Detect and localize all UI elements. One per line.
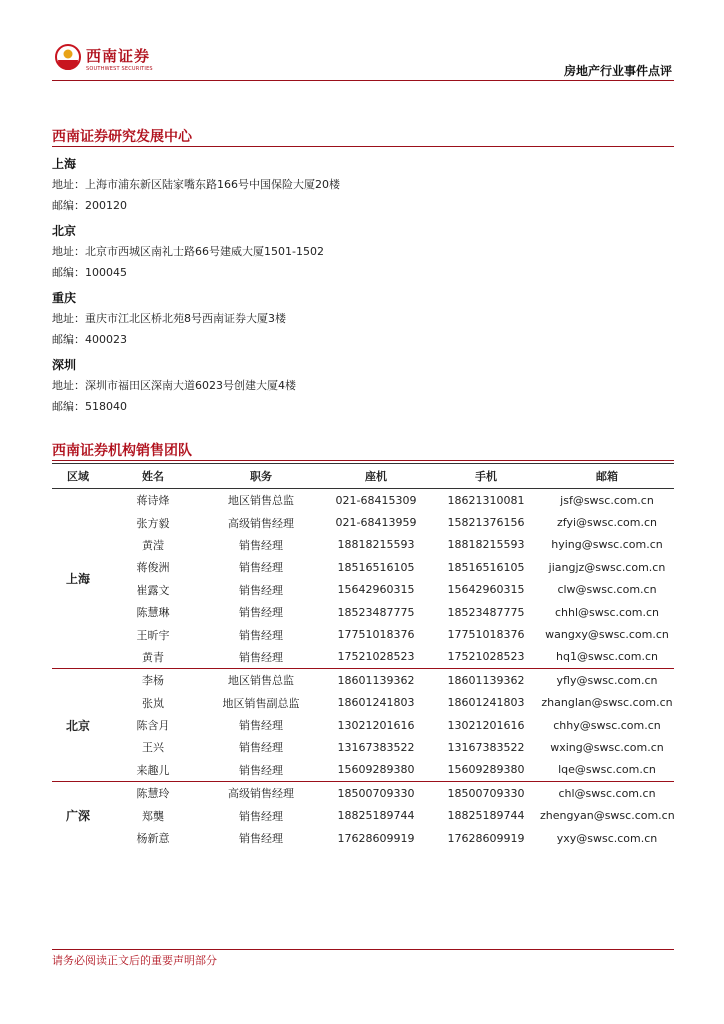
footer-disclaimer: 请务必阅读正文后的重要声明部分 (52, 954, 217, 967)
name-cell: 蒋诗烽 (136, 494, 170, 508)
email-cell[interactable]: clw@swsc.com.cn (557, 583, 657, 597)
research-center-title: 西南证券研究发展中心 (52, 129, 192, 145)
company-name-en: SOUTHWEST SECURITIES (86, 66, 153, 72)
column-header: 邮箱 (540, 464, 674, 489)
title-cell: 销售经理 (239, 650, 283, 664)
table-row (52, 601, 674, 623)
region-cell: 上海 (65, 572, 90, 587)
email-cell[interactable]: yxy@swsc.com.cn (556, 831, 658, 845)
mobile-cell: 17751018376 (447, 628, 525, 642)
name-cell: 崔露文 (136, 583, 170, 597)
email-cell[interactable]: chhy@swsc.com.cn (553, 718, 661, 732)
column-header: 姓名 (104, 464, 202, 489)
mobile-cell: 17628609919 (447, 831, 525, 845)
title-cell: 销售经理 (239, 809, 283, 823)
office-postcode: 邮编：518040 (52, 400, 127, 413)
sales-team-divider (52, 460, 674, 461)
column-header: 职务 (202, 464, 320, 489)
mobile-cell: 15642960315 (447, 583, 525, 597)
name-cell: 陈含月 (136, 719, 170, 733)
email-cell[interactable]: wangxy@swsc.com.cn (545, 628, 669, 642)
landline-cell: 18601139362 (320, 669, 432, 692)
sales-team-body (52, 489, 674, 850)
landline-cell: 021-68413959 (335, 516, 417, 530)
email-cell[interactable]: zhengyan@swsc.com.cn (540, 809, 675, 823)
table-row (52, 736, 674, 758)
title-cell: 销售经理 (239, 741, 283, 755)
name-cell: 陈慧玲 (104, 782, 202, 805)
table-row (52, 804, 674, 826)
column-header: 区域 (52, 464, 104, 489)
mobile-cell: 18601139362 (432, 669, 540, 692)
office-city: 北京 (52, 224, 77, 238)
landline-cell: 15609289380 (337, 763, 415, 777)
email-cell[interactable]: hq1@swsc.com.cn (556, 650, 658, 664)
table-row (52, 579, 674, 601)
mobile-cell: 18621310081 (447, 493, 525, 507)
landline-cell: 17628609919 (337, 831, 415, 845)
table-row (52, 782, 674, 805)
email-cell[interactable]: zhanglan@swsc.com.cn (541, 696, 673, 710)
landline-cell: 18818215593 (337, 538, 415, 552)
footer-divider (52, 949, 674, 950)
document-type: 房地产行业事件点评 (563, 64, 672, 78)
title-cell: 高级销售经理 (202, 782, 320, 805)
table-row (52, 534, 674, 556)
landline-cell: 15642960315 (337, 583, 415, 597)
table-row (52, 556, 674, 578)
sales-team-table (52, 463, 674, 849)
landline-cell: 021-68415309 (335, 493, 417, 507)
title-cell: 高级销售经理 (228, 516, 294, 530)
office-city: 重庆 (52, 291, 77, 305)
mobile-cell: 18601241803 (447, 696, 525, 710)
office-postcode: 邮编：200120 (52, 199, 127, 212)
mobile-cell: 13167383522 (447, 740, 525, 754)
office-address: 地址：重庆市江北区桥北苑8号西南证券大厦3楼 (52, 312, 286, 325)
name-cell: 王兴 (142, 741, 164, 755)
name-cell: 王昕宇 (136, 628, 170, 642)
title-cell: 地区销售总监 (202, 669, 320, 692)
column-header: 座机 (320, 464, 432, 489)
office-address: 地址：上海市浦东新区陆家嘴东路166号中国保险大厦20楼 (52, 178, 340, 191)
table-header-row (52, 464, 674, 489)
region-cell: 北京 (52, 669, 104, 782)
table-row (52, 511, 674, 533)
mobile-cell: 15609289380 (447, 763, 525, 777)
company-logo-icon (55, 44, 81, 70)
email-cell[interactable]: hying@swsc.com.cn (551, 538, 663, 552)
name-cell: 杨新意 (136, 832, 170, 846)
name-cell: 李杨 (104, 669, 202, 692)
header-divider (52, 80, 674, 81)
mobile-cell: 18516516105 (447, 560, 525, 574)
office-address: 地址：北京市西城区南礼士路66号建威大厦1501-1502 (52, 245, 324, 258)
title-cell: 销售经理 (239, 583, 283, 597)
name-cell: 黄滢 (142, 538, 164, 552)
office-postcode: 邮编：100045 (52, 266, 127, 279)
table-row (52, 669, 674, 692)
mobile-cell: 18825189744 (447, 809, 525, 823)
research-center-divider (52, 146, 674, 147)
mobile-cell: 18818215593 (447, 538, 525, 552)
landline-cell: 18601241803 (337, 696, 415, 710)
office-address: 地址：深圳市福田区深南大道6023号创建大厦4楼 (52, 379, 296, 392)
email-cell[interactable]: lqe@swsc.com.cn (558, 763, 656, 777)
title-cell: 销售经理 (239, 561, 283, 575)
office-city: 上海 (52, 157, 77, 171)
landline-cell: 17751018376 (337, 628, 415, 642)
landline-cell: 13021201616 (337, 718, 415, 732)
name-cell: 郑龑 (142, 809, 164, 823)
mobile-cell: 18523487775 (447, 605, 525, 619)
name-cell: 蒋俊洲 (136, 561, 170, 575)
title-cell: 销售经理 (239, 606, 283, 620)
table-row (52, 714, 674, 736)
table-row (52, 759, 674, 782)
landline-cell: 18500709330 (320, 782, 432, 805)
sales-team-title: 西南证券机构销售团队 (52, 443, 192, 459)
name-cell: 来趣儿 (136, 763, 170, 777)
office-postcode: 邮编：400023 (52, 333, 127, 346)
email-cell[interactable]: jiangjz@swsc.com.cn (548, 560, 666, 574)
landline-cell: 17521028523 (337, 650, 415, 664)
name-cell: 黄青 (142, 650, 164, 664)
email-cell[interactable]: chhl@swsc.com.cn (554, 605, 660, 619)
name-cell: 陈慧琳 (136, 606, 170, 620)
title-cell: 销售经理 (239, 832, 283, 846)
column-header: 手机 (432, 464, 540, 489)
title-cell: 销售经理 (239, 538, 283, 552)
email-cell[interactable]: jsf@swsc.com.cn (560, 493, 654, 507)
table-row (52, 646, 674, 669)
title-cell: 销售经理 (239, 763, 283, 777)
name-cell: 张方毅 (136, 516, 170, 530)
landline-cell: 18523487775 (337, 605, 415, 619)
email-cell[interactable]: yfly@swsc.com.cn (540, 669, 674, 692)
mobile-cell: 18500709330 (432, 782, 540, 805)
title-cell: 销售经理 (239, 628, 283, 642)
table-row (52, 692, 674, 714)
region-cell: 广深 (52, 782, 104, 850)
table-row (52, 489, 674, 512)
mobile-cell: 13021201616 (447, 718, 525, 732)
landline-cell: 18825189744 (337, 809, 415, 823)
landline-cell: 13167383522 (337, 740, 415, 754)
table-row (52, 827, 674, 849)
company-name-cn: 西南证券 (86, 47, 151, 65)
email-cell[interactable]: wxing@swsc.com.cn (550, 740, 664, 754)
landline-cell: 18516516105 (337, 560, 415, 574)
title-cell: 销售经理 (239, 719, 283, 733)
email-cell[interactable]: zfyi@swsc.com.cn (556, 516, 658, 530)
name-cell: 张岚 (142, 696, 164, 710)
title-cell: 地区销售副总监 (222, 696, 300, 710)
title-cell: 地区销售总监 (228, 494, 294, 508)
table-row (52, 623, 674, 645)
mobile-cell: 15821376156 (447, 516, 525, 530)
email-cell[interactable]: chl@swsc.com.cn (540, 782, 674, 805)
office-city: 深圳 (52, 358, 77, 372)
mobile-cell: 17521028523 (447, 650, 525, 664)
